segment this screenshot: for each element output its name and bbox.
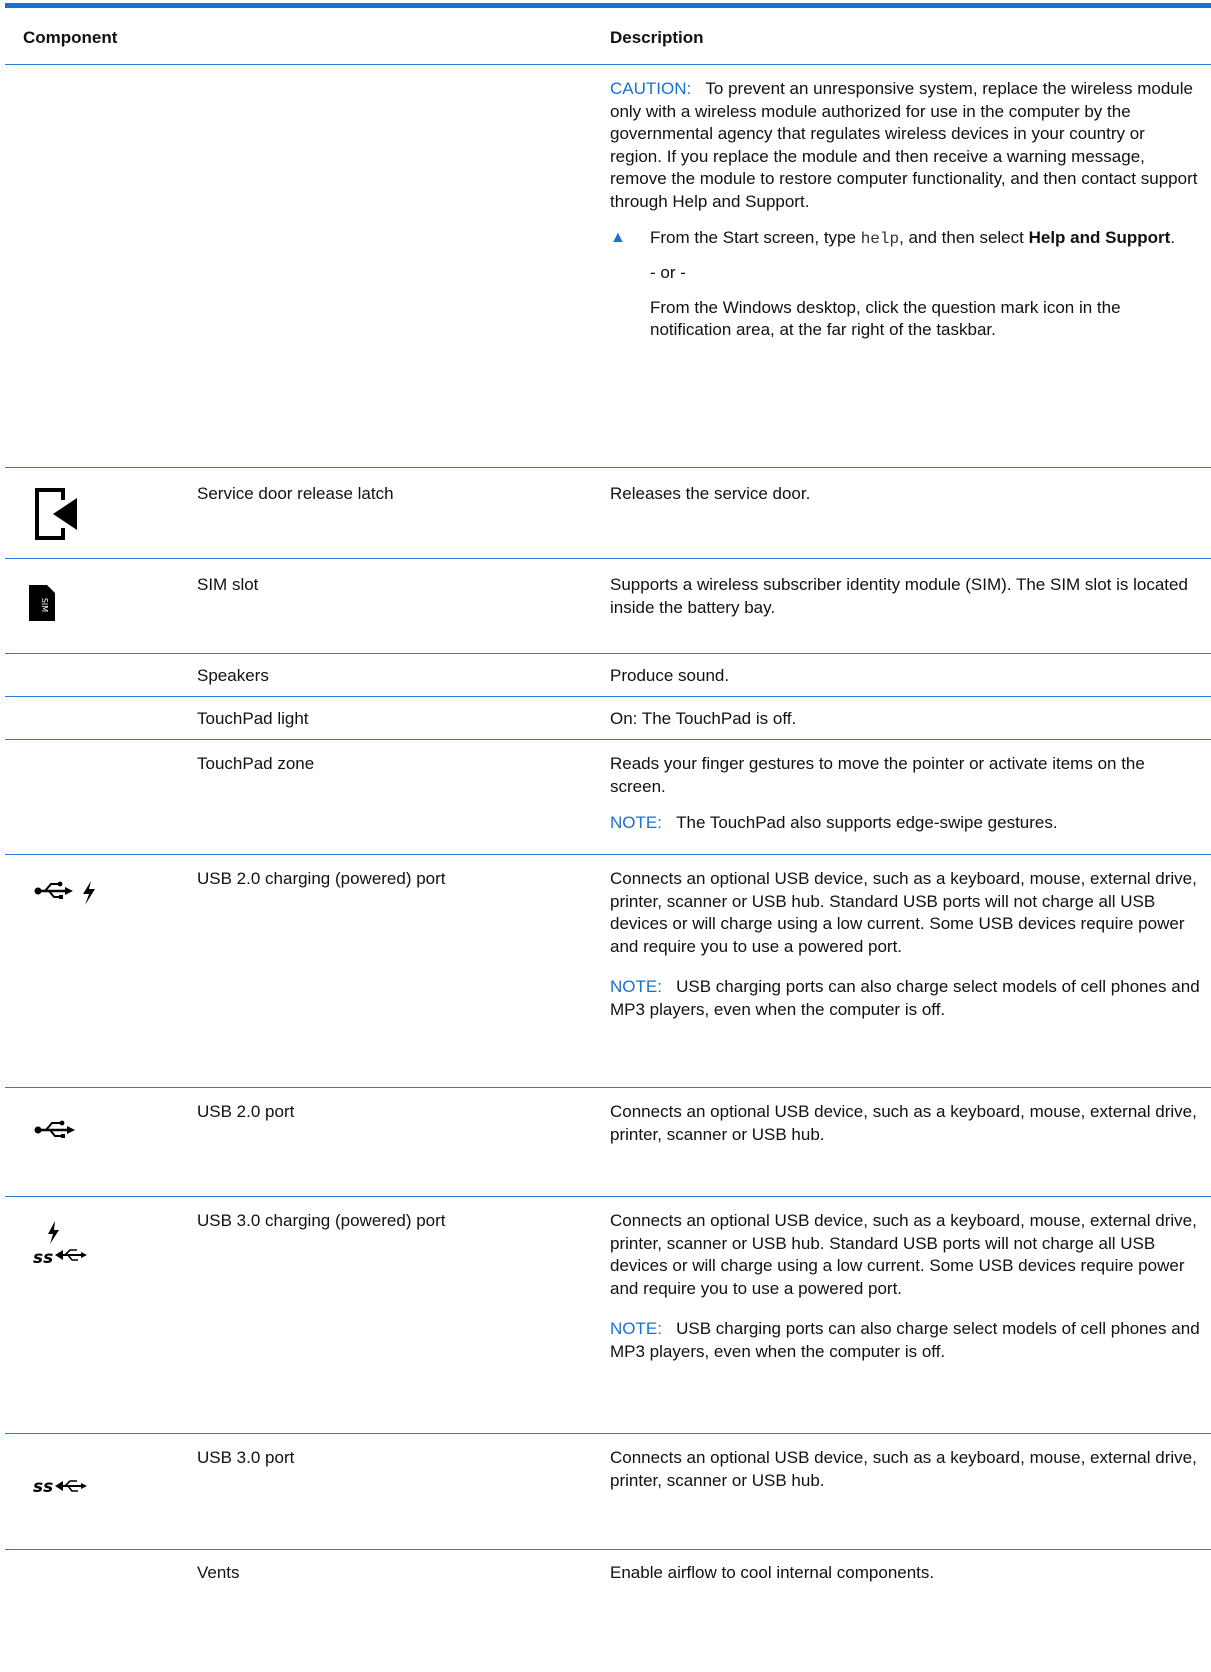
component-name: USB 2.0 port (197, 1102, 295, 1121)
help-step (610, 227, 1200, 251)
note (610, 1318, 1200, 1363)
description-block (610, 868, 1200, 1022)
note-label: NOTE: (610, 813, 662, 833)
table-row (5, 468, 1211, 558)
table-row (5, 1434, 1211, 1549)
component-name: USB 3.0 port (197, 1448, 295, 1467)
header-description: Description (610, 28, 704, 47)
svg-text:SIM: SIM (40, 597, 49, 613)
step-prefix: From the Start screen, type (650, 227, 861, 247)
usb3-superspeed-icon (33, 1474, 103, 1524)
table-row (5, 740, 1211, 854)
step-middle: , and then select (899, 227, 1029, 247)
note (610, 812, 1200, 835)
component-description: Connects an optional USB device, such as a keyboard, mouse, external drive, printer, scanner or USB hub. (610, 1102, 1197, 1144)
or-separator: - or - (650, 263, 686, 283)
header-component: Component (23, 28, 118, 47)
component-name: USB 2.0 charging (powered) port (197, 869, 446, 888)
caution-block (610, 78, 1200, 342)
component-description: Enable airflow to cool internal components. (610, 1563, 935, 1582)
caution-label: CAUTION: (610, 79, 692, 98)
component-description: Supports a wireless subscriber identity module (SIM). The SIM slot is located inside the battery bay. (610, 575, 1188, 617)
table-row (5, 1088, 1211, 1196)
sim-card-icon (27, 583, 97, 633)
usb-charging-icon (33, 877, 103, 927)
component-description: On: The TouchPad is off. (610, 709, 797, 728)
component-description: Connects an optional USB device, such as a keyboard, mouse, external drive, printer, scanner or USB hub. Standard USB ports will not charge all USB devices or will charge using a low current. Some USB devices require power and require you to use a powered port. (610, 1211, 1197, 1298)
component-description: Produce sound. (610, 666, 730, 685)
table-row (5, 697, 1211, 739)
note (610, 976, 1200, 1021)
alt-step: From the Windows desktop, click the question mark icon in the notification area, at the far right of the taskbar. (650, 297, 1121, 340)
note-text: USB charging ports can also charge select models of cell phones and MP3 players, even when the computer is off. (610, 977, 1200, 1019)
table-row (5, 1197, 1211, 1433)
note-label: NOTE: (610, 977, 662, 997)
usb3-charging-icon (33, 1219, 103, 1269)
description-block (610, 753, 1200, 835)
step-code: help (860, 229, 900, 248)
service-door-latch-icon (33, 486, 103, 536)
step-end: . (1170, 227, 1175, 247)
svg-text:ss: ss (33, 1248, 54, 1268)
component-name: SIM slot (197, 575, 259, 594)
caution-text: To prevent an unresponsive system, replace the wireless module only with a wireless module authorized for use in the computer by the governmental agency that regulates wireless devices in your country or region. If you replace the module and then receive a warning message, remove the module to restore computer functionality, and then contact support through Help and Support. (610, 79, 1198, 211)
step-bold: Help and Support (1028, 227, 1171, 247)
component-name: Vents (197, 1563, 240, 1582)
component-name: USB 3.0 charging (powered) port (197, 1211, 446, 1230)
note-text: The TouchPad also supports edge-swipe gestures. (676, 813, 1058, 833)
table-row-continuation (5, 65, 1211, 467)
table-row (5, 559, 1211, 653)
table-row (5, 1550, 1211, 1610)
component-description: Releases the service door. (610, 484, 811, 503)
note-label: NOTE: (610, 1319, 662, 1339)
table-row (5, 855, 1211, 1087)
bullet-triangle-icon: ▲ (610, 228, 626, 246)
svg-text:ss: ss (33, 1477, 54, 1497)
component-name: TouchPad light (197, 709, 309, 728)
component-name: Service door release latch (197, 484, 394, 503)
usb-icon (33, 1116, 103, 1166)
component-description: Connects an optional USB device, such as a keyboard, mouse, external drive, printer, scanner or USB hub. (610, 1448, 1197, 1490)
table-header (5, 8, 1211, 64)
description-block (610, 1210, 1200, 1364)
component-name: Speakers (197, 666, 269, 685)
component-description: Connects an optional USB device, such as a keyboard, mouse, external drive, printer, scanner or USB hub. Standard USB ports will not charge all USB devices or will charge using a low current. Some USB devices require power and require you to use a powered port. (610, 869, 1197, 956)
note-text: USB charging ports can also charge select models of cell phones and MP3 players, even when the computer is off. (610, 1319, 1200, 1361)
component-name: TouchPad zone (197, 754, 315, 773)
table-row (5, 654, 1211, 696)
component-description: Reads your finger gestures to move the pointer or activate items on the screen. (610, 754, 1145, 796)
